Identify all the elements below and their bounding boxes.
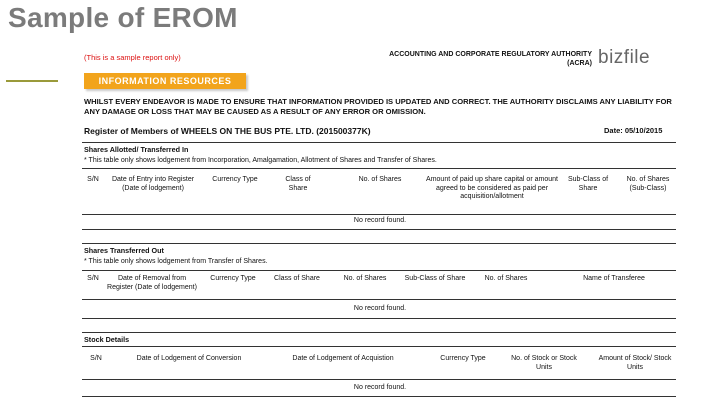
divider	[82, 396, 676, 397]
column-header: Sub-Class of Share	[404, 275, 466, 282]
divider	[82, 243, 676, 244]
divider	[82, 299, 676, 300]
column-header: S/N	[87, 176, 99, 183]
section-title-allotted: Shares Allotted/ Transferred In	[84, 145, 189, 154]
divider	[82, 332, 676, 333]
column-header: Sub-Class of Share	[567, 176, 609, 192]
authority-name: ACCOUNTING AND CORPORATE REGULATORY AUTHORITY	[389, 51, 592, 58]
column-header: No. of Shares	[484, 275, 528, 282]
authority-abbrev: (ACRA)	[567, 60, 592, 67]
divider	[82, 346, 676, 347]
column-header: No. of Shares	[358, 176, 402, 183]
sample-note: (This is a sample report only)	[84, 53, 181, 62]
column-header: Currency Type	[440, 355, 486, 362]
register-title: Register of Members of WHEELS ON THE BUS PTE. LTD. (201500377K)	[84, 126, 371, 136]
accent-line	[6, 80, 58, 82]
column-header: Currency Type	[210, 275, 256, 282]
no-record-text: No record found.	[353, 305, 407, 312]
column-header: Class of Share	[285, 176, 311, 192]
section-title-stock: Stock Details	[84, 335, 130, 344]
column-header: Date of Lodgement of Acquistion	[292, 355, 394, 362]
divider	[82, 168, 676, 169]
column-header: Date of Lodgement of Conversion	[136, 355, 242, 362]
divider	[82, 270, 676, 271]
bizfile-logo: bizfile	[598, 47, 651, 68]
divider	[82, 142, 676, 143]
slide-title: Sample of EROM	[8, 2, 238, 33]
column-header: No. of Stock or Stock Units	[511, 355, 577, 371]
divider	[82, 379, 676, 380]
section-title-transferred-out: Shares Transferred Out	[84, 246, 164, 255]
column-header: No. of Shares (Sub-Class)	[626, 176, 670, 192]
divider	[82, 214, 676, 215]
report-date: Date: 05/10/2015	[604, 126, 663, 135]
information-resources-badge: INFORMATION RESOURCES	[84, 73, 246, 89]
column-header: S/N	[87, 275, 99, 282]
divider	[82, 318, 676, 319]
column-header: Currency Type	[212, 176, 258, 183]
section-note-allotted: * This table only shows lodgement from Incorporation, Amalgamation, Allotment of Shares and Transfer of Shares.	[84, 157, 437, 164]
no-record-text: No record found.	[353, 384, 407, 391]
column-header: Class of Share	[274, 275, 320, 282]
column-header: Date of Entry into Register (Date of lodgement)	[111, 176, 195, 192]
divider	[82, 229, 676, 230]
column-header: No. of Shares	[343, 275, 387, 282]
column-header: Amount of Stock/ Stock Units	[598, 355, 672, 371]
column-header: S/N	[90, 355, 102, 362]
section-note-transferred-out: * This table only shows lodgement from Transfer of Shares.	[84, 258, 268, 265]
column-header: Amount of paid up share capital or amount agreed to be considered as paid per acquisition/allotment	[426, 176, 558, 200]
no-record-text: No record found.	[353, 217, 407, 224]
disclaimer-text: WHILST EVERY ENDEAVOR IS MADE TO ENSURE THAT INFORMATION PROVIDED IS UPDATED AND CORRECT. THE AUTHORITY DISCLAIMS ANY LIABILITY FOR ANY DAMAGE OR LOSS THAT MAY BE CAUSED AS A RESULT OF ANY ERROR OR OMISSION.	[84, 97, 672, 116]
column-header: Date of Removal from Register (Date of lodgement)	[107, 275, 197, 291]
authority-header	[356, 50, 592, 68]
column-header: Name of Transferee	[583, 275, 645, 282]
